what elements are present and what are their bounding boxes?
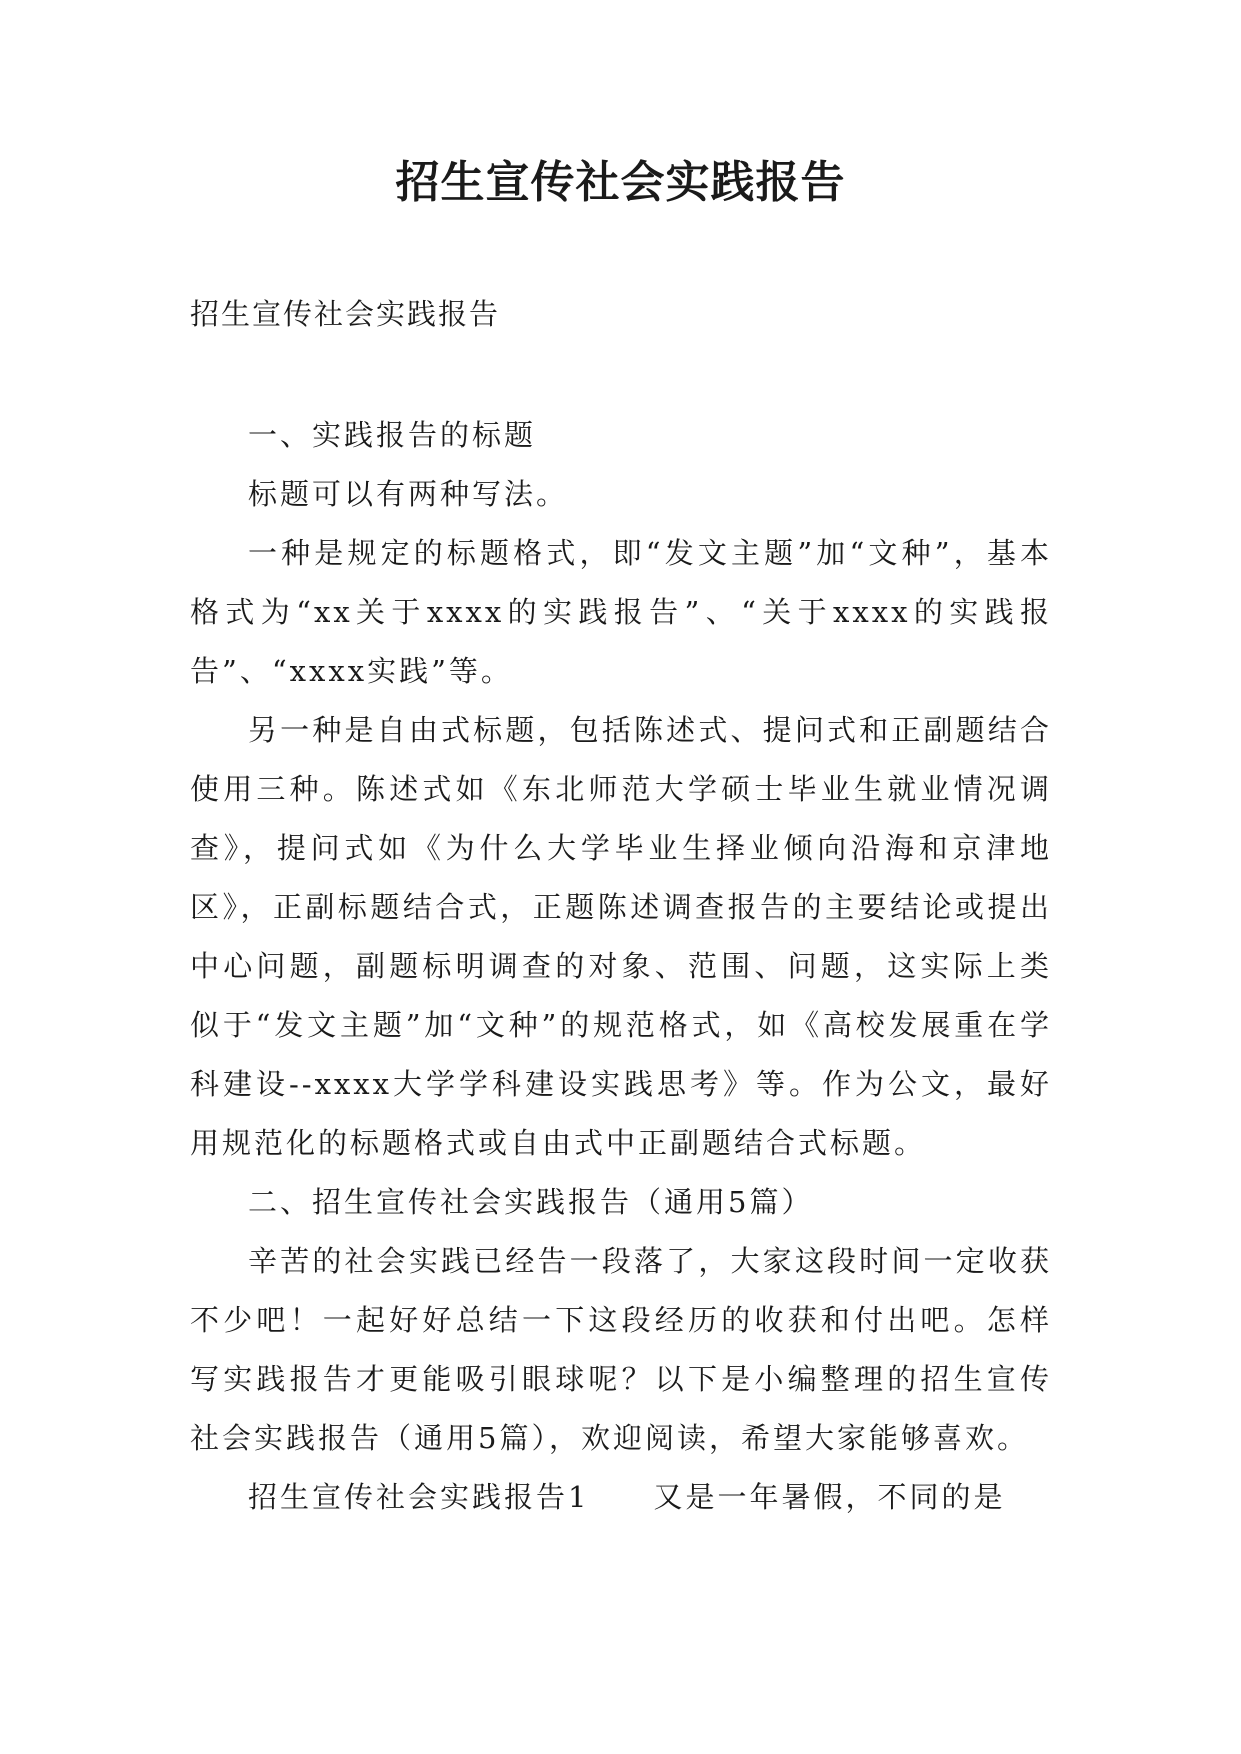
document-body bbox=[190, 406, 1052, 1527]
body-paragraph: 辛苦的社会实践已经告一段落了，大家这段时间一定收获不少吧！一起好好总结一下这段经历的收获和付出吧。怎样写实践报告才更能吸引眼球呢？以下是小编整理的招生宣传社会实践报告（通用5篇），欢迎阅读，希望大家能够喜欢。 bbox=[190, 1244, 1052, 1455]
section-heading-title-format: 一、实践报告的标题 bbox=[248, 418, 537, 452]
document-subtitle: 招生宣传社会实践报告 bbox=[190, 297, 501, 331]
body-paragraph: 招生宣传社会实践报告1 又是一年暑假，不同的是 bbox=[248, 1480, 1006, 1514]
body-paragraph: 一种是规定的标题格式，即“发文主题”加“文种”，基本格式为“xx关于xxxx的实践报告”、“关于xxxx的实践报告”、“xxxx实践”等。 bbox=[190, 536, 1052, 688]
document-title: 招生宣传社会实践报告 bbox=[395, 157, 846, 208]
body-paragraph: 标题可以有两种写法。 bbox=[248, 477, 569, 511]
body-paragraph: 另一种是自由式标题，包括陈述式、提问式和正副题结合使用三种。陈述式如《东北师范大学硕士毕业生就业情况调查》，提问式如《为什么大学毕业生择业倾向沿海和京津地区》，正副标题结合式，正题陈述调查报告的主要结论或提出中心问题，副题标明调查的对象、范围、问题，这实际上类似于“发文主题”加“文种”的规范格式，如《高校发展重在学科建设--xxxx大学学科建设实践思考》等。作为公文，最好用规范化的标题格式或自由式中正副题结合式标题。 bbox=[190, 713, 1052, 1160]
section-heading-reports: 二、招生宣传社会实践报告（通用5篇） bbox=[248, 1185, 814, 1219]
